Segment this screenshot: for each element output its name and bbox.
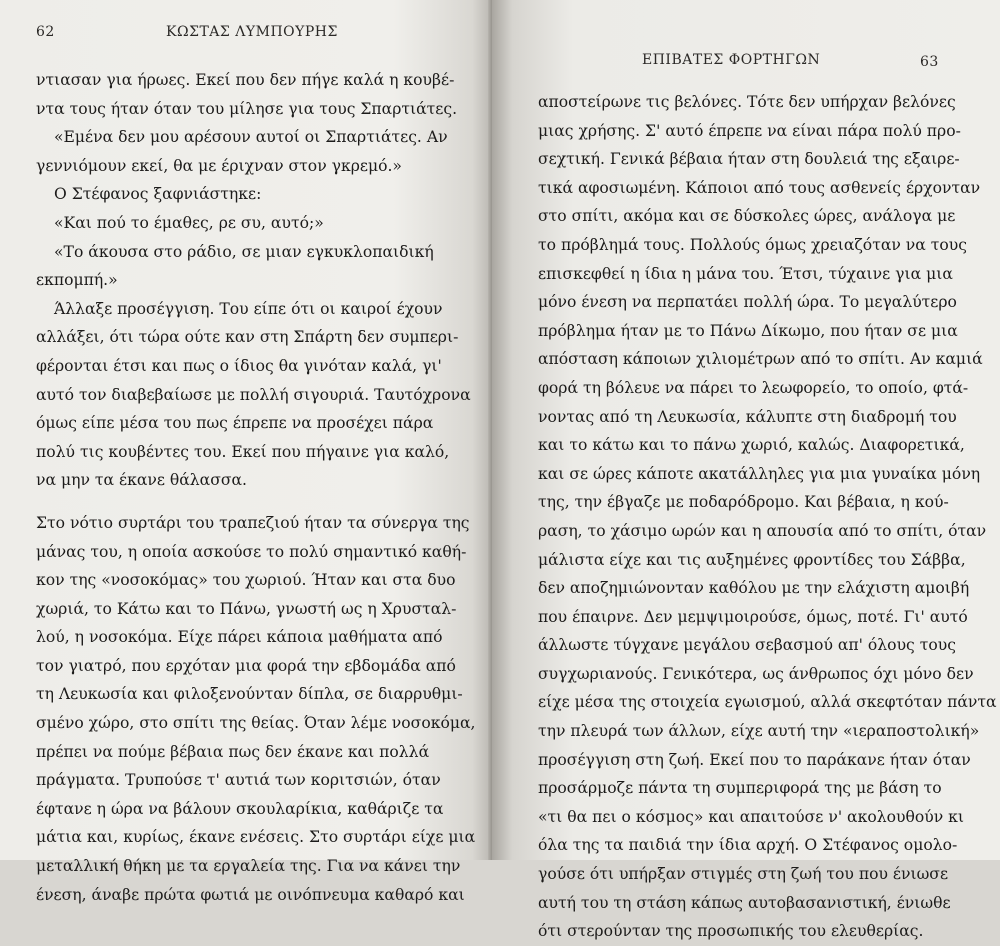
text-line: ντα τους ήταν όταν του μίλησε για τους Σπαρτιάτες. — [36, 99, 458, 118]
text-line: Ο Στέφανος ξαφνιάστηκε: — [54, 185, 262, 204]
text-line: λού, η νοσοκόμα. Είχε πάρει κάποια μαθήματα από — [36, 628, 443, 647]
text-line: τη Λευκωσία και φιλοξενούνταν δίπλα, σε διαρρυθμι- — [36, 685, 463, 704]
text-line: αυτή του τη στάση κάπως αυτοβασανιστική, ένιωθε — [538, 893, 951, 912]
text-line: αυτό τον διαβεβαίωσε με πολλή σιγουριά. Ταυτόχρονα — [36, 385, 471, 404]
text-line: αποστείρωνε τις βελόνες. Τότε δεν υπήρχαν βελόνες — [538, 93, 956, 111]
text-line: την πλευρά των άλλων, είχε αυτή την «ιεραποστολική» — [538, 722, 980, 741]
text-line: επισκεφθεί η ίδια η μάνα του. Έτσι, τύχαινε για μια — [538, 264, 953, 283]
text-line: πράγματα. Τρυπούσε τ' αυτιά των κοριτσιών, όταν — [36, 771, 441, 790]
text-line: χωριά, το Κάτω και το Πάνω, γνωστή ως η Χρυσταλ- — [36, 599, 457, 618]
text-line: πρέπει να πούμε βέβαια πως δεν έκανε και πολλά — [36, 742, 430, 761]
text-line: «Εμένα δεν μου αρέσουν αυτοί οι Σπαρτιάτες. Αν — [54, 128, 448, 147]
text-line: και σε ώρες κάποτε ακατάλληλες για μια γυναίκα μόνη — [538, 464, 981, 483]
text-line: όλα της τα παιδιά την ίδια αρχή. Ο Στέφανος ομολο- — [538, 836, 958, 855]
text-line: δεν αποζημιώνονταν καθόλου με την ελάχιστη αμοιβή — [538, 579, 970, 598]
text-line: και το κάτω και το πάνω χωριό, καλώς. Διαφορετικά, — [538, 436, 965, 455]
text-line: προσάρμοζε πάντα τη συμπεριφορά της με βάση το — [538, 779, 942, 798]
left-page — [0, 0, 492, 904]
text-line: «Και πού το έμαθες, ρε συ, αυτό;» — [54, 213, 324, 232]
text-line: μάτια και, κυρίως, έκανε ενέσεις. Στο συρτάρι είχε μια — [36, 828, 476, 847]
text-line: κον της «νοσοκόμας» του χωριού. Ήταν και στα δυο — [36, 571, 456, 590]
text-line: γεννιόμουν εκεί, θα με έριχναν στον γκρεμό.» — [36, 156, 402, 175]
text-line: απόσταση κάποιων χιλιομέτρων από το σπίτι. Αν καμιά — [538, 350, 983, 369]
text-line: «τι θα πει ο κόσμος» και απαιτούσε ν' ακολουθούν κι — [538, 807, 965, 826]
page-number: 62 — [36, 24, 55, 40]
text-line: της, την έβγαζε με ποδαρόδρομο. Και βέβαια, η κού- — [538, 493, 949, 512]
text-line: Στο νότιο συρτάρι του τραπεζιού ήταν τα σύνεργα της — [36, 513, 470, 532]
text-line: που έπαιρνε. Δεν μεμψιμοιρούσε, όμως, ποτέ. Γι' αυτό — [538, 607, 968, 626]
text-line: όμως είπε μέσα του πως έπρεπε να προσέχει πάρα — [36, 414, 434, 433]
text-line: φέρονται έτσι και πως ο ίδιος θα γινόταν καλά, γι' — [36, 356, 442, 375]
text-line: ντιασαν για ήρωες. Εκεί που δεν πήγε καλά η κουβέ- — [36, 71, 455, 89]
text-line: τον γιατρό, που ερχόταν μια φορά την εβδομάδα από — [36, 656, 456, 675]
text-line: πολύ τις κουβέντες του. Εκεί που πήγαινε για καλό, — [36, 442, 450, 461]
text-line: είχε μέσα της στοιχεία εγωισμού, αλλά σκεφτόταν πάντα — [538, 693, 997, 712]
text-line: φορά τη βόλευε να πάρει το λεωφορείο, το οποίο, φτά- — [538, 378, 969, 397]
text-line: έφτανε η ώρα να βάλουν σκουλαρίκια, καθάριζε τα — [36, 799, 444, 818]
text-line: «Το άκουσα στο ράδιο, σε μιαν εγκυκλοπαιδική — [54, 242, 434, 261]
body-text — [36, 66, 476, 909]
text-line: σμένο χώρο, στο σπίτι της θείας. Όταν λέμε νοσοκόμα, — [36, 714, 476, 733]
text-line: ραση, το χάσιμο ωρών και η απουσία από το σπίτι, όταν — [538, 521, 987, 540]
text-line: αλλάξει, ότι τώρα ούτε καν στη Σπάρτη δεν συμπερι- — [36, 328, 459, 347]
text-line: εκπομπή.» — [36, 271, 118, 290]
text-line: μεταλλική θήκη με τα εργαλεία της. Για να κάνει την — [36, 857, 461, 876]
running-head: ΕΠΙΒΑΤΕΣ ΦΟΡΤΗΓΩΝ — [642, 52, 821, 68]
text-line: συγχωριανούς. Γενικότερα, ως άνθρωπος όχι μόνο δεν — [538, 664, 974, 683]
text-line: Άλλαξε προσέγγιση. Του είπε ότι οι καιροί έχουν — [54, 299, 443, 318]
text-line: προσέγγιση στη ζωή. Εκεί που το παράκανε ήταν όταν — [538, 750, 971, 769]
text-line: μάνας του, η οποία ασκούσε το πολύ σημαντικό καθή- — [36, 542, 467, 561]
text-line: μάλιστα είχε και τις αυξημένες φροντίδες του Σάββα, — [538, 550, 966, 569]
text-line: πρόβλημα ήταν με το Πάνω Δίκωμο, που ήταν σε μια — [538, 321, 958, 340]
text-line: ότι στερούνταν της προσωπικής του ελευθερίας. — [538, 922, 924, 941]
text-line: μιας χρήσης. Σ' αυτό έπρεπε να είναι πάρα πολύ προ- — [538, 121, 961, 140]
text-line: γούσε ότι υπήρξαν στιγμές στη ζωή του που ένιωσε — [538, 865, 949, 884]
text-line: να μην τα έκανε θάλασσα. — [36, 471, 247, 490]
body-text — [538, 88, 997, 946]
text-line: στο σπίτι, ακόμα και σε δύσκολες ώρες, ανάλογα με — [538, 207, 956, 226]
text-line: το πρόβλημά τους. Πολλούς όμως χρειαζόταν να τους — [538, 235, 967, 254]
text-line: μόνο ένεση να περπατάει πολλή ώρα. Το μεγαλύτερο — [538, 293, 957, 312]
text-line: νοντας από τη Λευκωσία, κάλυπτε στη διαδρομή του — [538, 407, 957, 426]
right-page — [492, 0, 1000, 941]
text-line: σεχτική. Γενικά βέβαια ήταν στη δουλειά της εξαιρε- — [538, 150, 960, 169]
page-number: 63 — [920, 54, 939, 70]
text-line: άλλωστε τύγχανε μεγάλου σεβασμού απ' όλους τους — [538, 636, 956, 655]
text-line: ένεση, άναβε πρώτα φωτιά με οινόπνευμα καθαρό και — [36, 885, 465, 904]
running-head: ΚΩΣΤΑΣ ΛΥΜΠΟΥΡΗΣ — [166, 24, 338, 40]
text-line: τικά αφοσιωμένη. Κάποιοι από τους ασθενείς έρχονταν — [538, 178, 981, 197]
